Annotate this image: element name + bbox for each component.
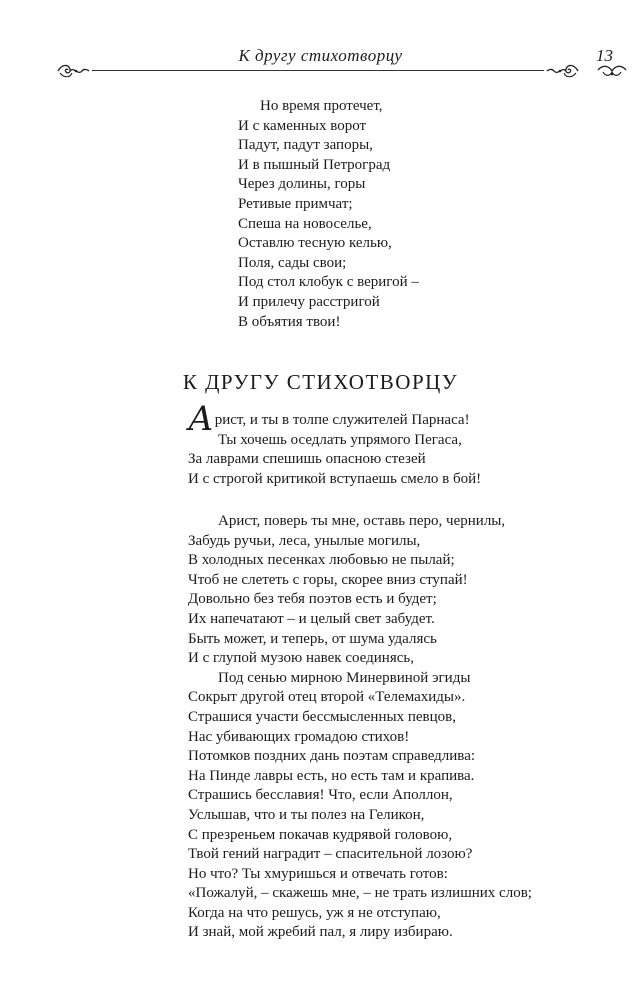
verse-line: Оставлю тесную келью, bbox=[238, 235, 392, 252]
verse-line: С презреньем покачав кудрявой головою, bbox=[188, 826, 453, 843]
verse-line: И с глупой музою навек соединясь, bbox=[188, 650, 414, 667]
verse-line: За лаврами спешишь опасною стезей bbox=[188, 451, 426, 468]
verse-line: Твой гений наградит – спасительной лозою? bbox=[188, 846, 473, 863]
verse-line: В объятия твои! bbox=[238, 313, 341, 330]
verse-line: Быть может, и теперь, от шума удалясь bbox=[188, 630, 437, 647]
verse-line: Спеша на новоселье, bbox=[238, 215, 372, 232]
verse-line: Ретивые примчат; bbox=[238, 195, 353, 212]
verse-line: Под сенью мирною Минервиной эгиды bbox=[218, 669, 471, 686]
epistle-closing-stanza bbox=[238, 97, 419, 332]
verse-line: Забудь ручьи, леса, унылые могилы, bbox=[188, 532, 421, 549]
poem-stanza-2 bbox=[188, 512, 532, 943]
ornament-right-icon bbox=[546, 62, 580, 80]
verse-line: Через долины, горы bbox=[238, 176, 366, 193]
verse-line: Сокрыт другой отец второй «Телемахиды». bbox=[188, 689, 466, 706]
drop-cap: А bbox=[188, 399, 214, 439]
verse-line: Страшися участи бессмысленных певцов, bbox=[188, 708, 456, 725]
verse-line: Падут, падут запоры, bbox=[238, 137, 373, 154]
header-rule bbox=[92, 70, 544, 71]
poem-title: К ДРУГУ СТИХОТВОРЦУ bbox=[182, 370, 459, 394]
verse-line: И с каменных ворот bbox=[238, 117, 367, 134]
verse-line: И знай, мой жребий пал, я лиру избираю. bbox=[188, 924, 453, 941]
page-number: 13 bbox=[596, 46, 613, 65]
verse-line: Чтоб не слететь с горы, скорее вниз ступай! bbox=[188, 571, 468, 588]
verse-line: И в пышный Петроград bbox=[238, 156, 391, 173]
verse-line: Когда на что решусь, уж я не отступаю, bbox=[188, 904, 441, 921]
verse-line: Довольно без тебя поэтов есть и будет; bbox=[188, 591, 437, 608]
ornament-corner-icon bbox=[595, 62, 629, 80]
verse-line: Поля, сады свои; bbox=[238, 254, 347, 271]
verse-line: Но время протечет, bbox=[260, 98, 383, 114]
verse-line-first bbox=[188, 399, 481, 439]
poem-stanza-1 bbox=[188, 399, 482, 489]
verse-line: В холодных песенках любовью не пылай; bbox=[188, 552, 455, 569]
verse-line: На Пинде лавры есть, но есть там и крапива. bbox=[188, 767, 475, 784]
verse-line: Под стол клобук с веригой – bbox=[238, 274, 419, 291]
verse-line: Но что? Ты хмуришься и отвечать готов: bbox=[188, 865, 448, 882]
verse-line: И прилечу расстригой bbox=[238, 293, 380, 310]
verse-line-first-text: рист, и ты в толпе служителей Парнаса! bbox=[214, 412, 470, 428]
verse-line: «Пожалуй, – скажешь мне, – не трать излишних слов; bbox=[188, 885, 532, 902]
verse-line: Услышав, что и ты полез на Геликон, bbox=[188, 806, 425, 823]
verse-line: Ты хочешь оседлать упрямого Пегаса, bbox=[218, 431, 462, 448]
verse-line: Потомков поздних дань поэтам справедлива: bbox=[188, 748, 476, 765]
verse-line: Их напечатают – и целый свет забудет. bbox=[188, 610, 435, 627]
verse-line: И с строгой критикой вступаешь смело в бой! bbox=[188, 470, 482, 487]
running-title: К другу стихотворцу bbox=[238, 46, 403, 65]
verse-line: Нас убивающих громадою стихов! bbox=[188, 728, 410, 745]
verse-line: Страшись бесславия! Что, если Аполлон, bbox=[188, 787, 453, 804]
ornament-left-icon bbox=[56, 62, 90, 80]
verse-line: Арист, поверь ты мне, оставь перо, чернилы, bbox=[218, 513, 506, 529]
page-header bbox=[0, 0, 641, 90]
